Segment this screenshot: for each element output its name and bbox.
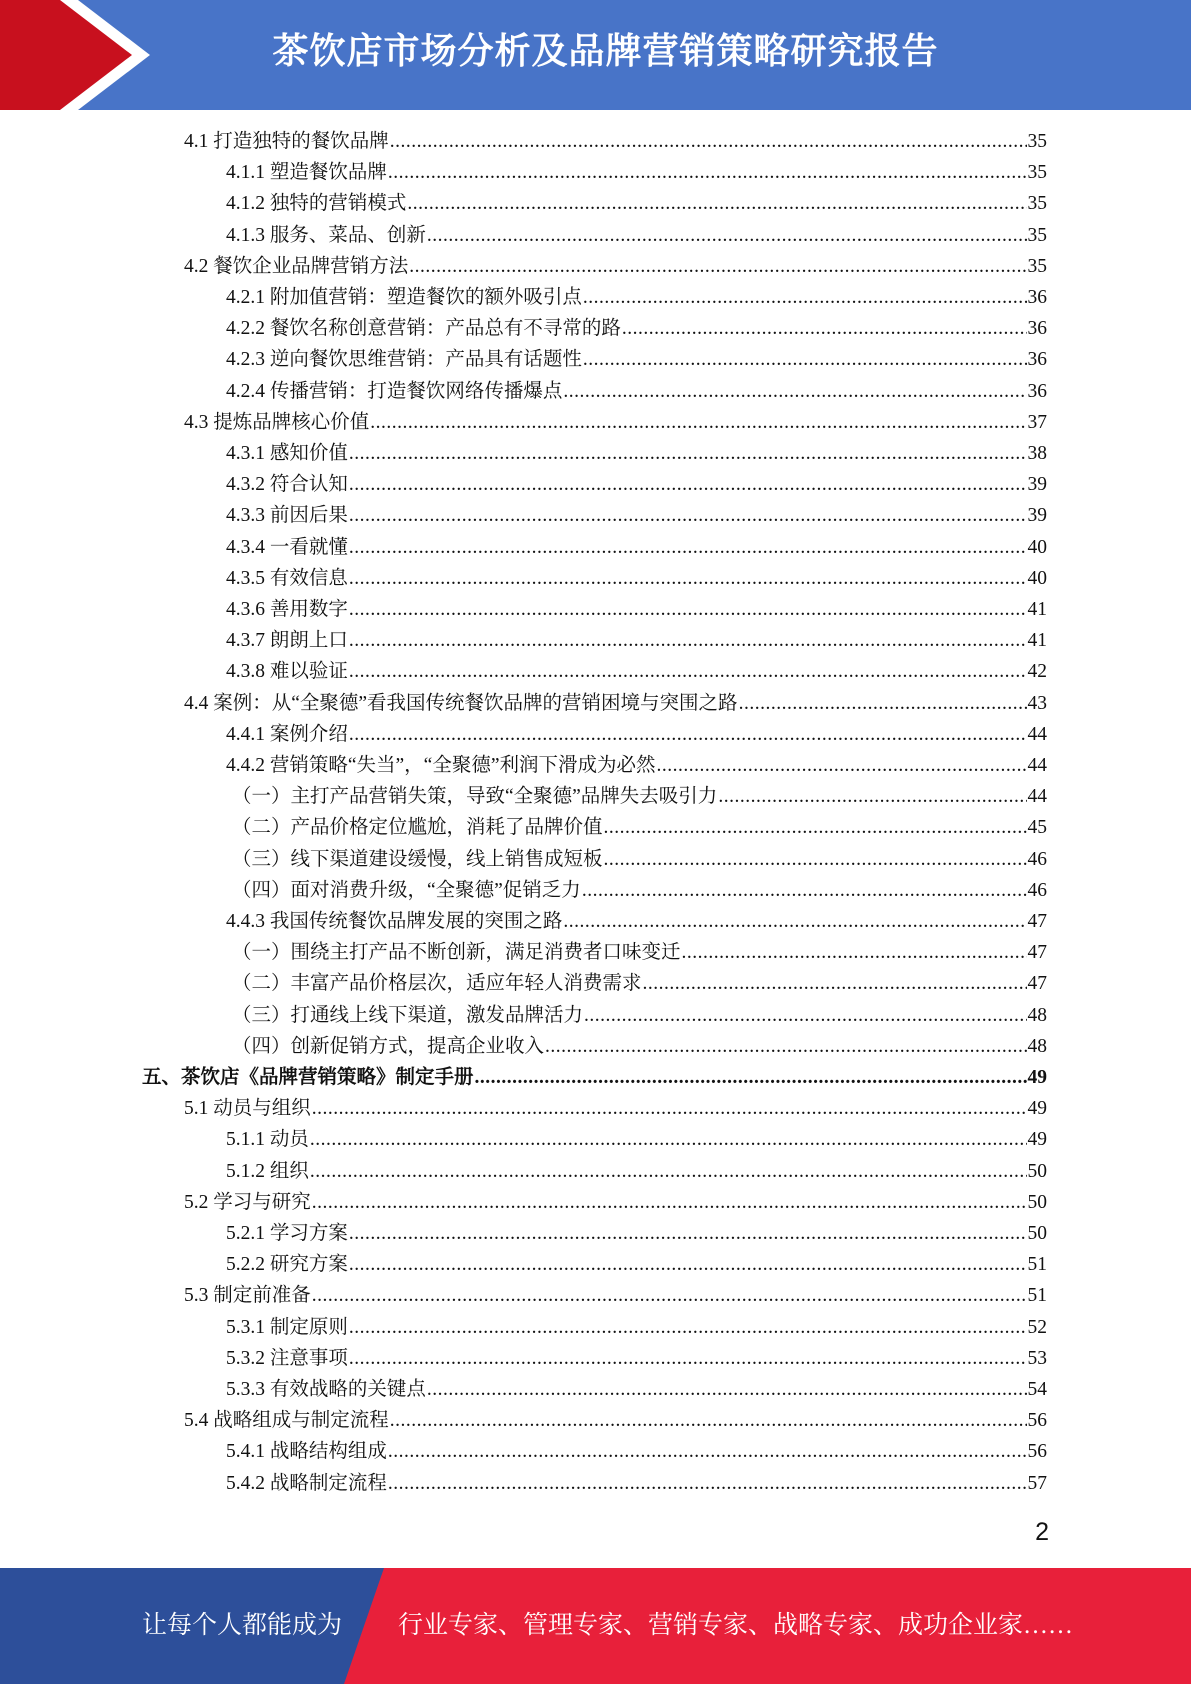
toc-dot-leader <box>388 1436 1027 1467</box>
toc-entry[interactable] <box>232 1000 1047 1031</box>
toc-entry-title: 4.3.1 感知价值 <box>226 443 348 464</box>
toc-entry-page: 36 <box>1027 349 1047 371</box>
toc-dot-leader <box>604 844 1027 875</box>
toc-dot-leader <box>475 1062 1027 1093</box>
toc-entry-page: 35 <box>1027 131 1047 152</box>
toc-entry[interactable] <box>232 968 1047 999</box>
document-title: 茶饮店市场分析及品牌营销策略研究报告 <box>272 31 939 72</box>
toc-dot-leader <box>582 875 1027 906</box>
page-footer <box>0 1568 1191 1684</box>
toc-entry[interactable] <box>226 1374 1047 1405</box>
toc-entry[interactable] <box>226 563 1047 594</box>
toc-entry-page: 57 <box>1027 1472 1047 1494</box>
toc-entry-page: 56 <box>1027 1410 1047 1432</box>
toc-dot-leader <box>409 251 1026 282</box>
toc-dot-leader <box>739 688 1027 719</box>
toc-entry[interactable] <box>226 719 1047 750</box>
toc-entry[interactable] <box>226 1436 1047 1467</box>
toc-dot-leader <box>349 656 1027 687</box>
toc-entry-title: 5.3.3 有效战略的关键点 <box>226 1379 426 1400</box>
toc-dot-leader <box>388 1468 1027 1499</box>
toc-entry-title: 五、茶饮店《品牌营销策略》制定手册 <box>142 1067 474 1088</box>
page-number: 2 <box>1035 1518 1049 1546</box>
toc-entry[interactable] <box>232 875 1047 906</box>
toc-entry-page: 46 <box>1027 879 1047 901</box>
toc-entry[interactable] <box>226 1156 1047 1187</box>
toc-entry-title: 4.3.8 难以验证 <box>226 661 348 683</box>
toc-dot-leader <box>349 1343 1027 1374</box>
toc-dot-leader <box>390 1405 1027 1436</box>
toc-dot-leader <box>563 376 1026 407</box>
toc-entry-title: （四）创新促销方式，提高企业收入 <box>232 1035 545 1057</box>
toc-entry-title: 4.4.3 我国传统餐饮品牌发展的突围之路 <box>226 911 563 932</box>
toc-entry[interactable] <box>226 313 1047 344</box>
toc-entry-title: 4.3.2 符合认知 <box>226 474 348 496</box>
toc-entry[interactable] <box>226 1124 1047 1155</box>
toc-entry-title: （一）围绕主打产品不断创新，满足消费者口味变迁 <box>232 942 681 964</box>
toc-entry-title: 4.3.5 有效信息 <box>226 567 348 589</box>
toc-entry-page: 53 <box>1027 1347 1047 1369</box>
toc-entry-title: 4.1.3 服务、菜品、创新 <box>226 224 426 246</box>
toc-dot-leader <box>349 500 1027 531</box>
toc-dot-leader <box>310 1156 1027 1187</box>
toc-entry[interactable] <box>226 625 1047 656</box>
toc-dot-leader <box>682 937 1027 968</box>
toc-entry-page: 38 <box>1027 443 1047 464</box>
toc-dot-leader <box>563 906 1026 937</box>
toc-entry[interactable] <box>226 594 1047 625</box>
toc-entry[interactable] <box>226 1343 1047 1374</box>
toc-entry-page: 35 <box>1027 255 1047 277</box>
toc-entry-page: 50 <box>1027 1223 1047 1244</box>
toc-entry[interactable] <box>226 906 1047 937</box>
toc-dot-leader <box>427 220 1027 251</box>
toc-entry-page: 48 <box>1027 1004 1047 1026</box>
toc-entry-title: 4.3.4 一看就懂 <box>226 536 348 558</box>
toc-entry-title: 5.3.2 注意事项 <box>226 1347 348 1369</box>
toc-entry-page: 54 <box>1027 1379 1047 1400</box>
toc-entry-page: 36 <box>1027 380 1047 402</box>
toc-entry[interactable] <box>226 344 1047 375</box>
toc-entry-page: 36 <box>1027 318 1047 340</box>
toc-entry-title: 4.3.6 善用数字 <box>226 599 348 620</box>
toc-entry-title: 4.4 案例：从“全聚德”看我国传统餐饮品牌的营销困境与突围之路 <box>184 692 738 714</box>
toc-dot-leader <box>427 1374 1027 1405</box>
toc-entry-title: 5.1.1 动员 <box>226 1129 309 1151</box>
toc-entry-title: 5.2.1 学习方案 <box>226 1223 348 1244</box>
toc-entry-title: 4.2 餐饮企业品牌营销方法 <box>184 255 409 277</box>
toc-dot-leader <box>349 563 1027 594</box>
toc-entry-title: 5.4.2 战略制定流程 <box>226 1472 387 1494</box>
page-header <box>0 0 1191 110</box>
toc-entry-page: 52 <box>1027 1316 1047 1338</box>
toc-entry-page: 48 <box>1027 1035 1047 1057</box>
toc-entry-title: 4.2.1 附加值营销：塑造餐饮的额外吸引点 <box>226 287 582 308</box>
toc-entry[interactable] <box>184 1405 1047 1436</box>
toc-entry-title: （二）产品价格定位尴尬，消耗了品牌价值 <box>232 817 603 839</box>
toc-entry-page: 51 <box>1027 1285 1047 1307</box>
toc-entry[interactable] <box>226 376 1047 407</box>
toc-dot-leader <box>407 188 1026 219</box>
toc-entry-title: （一）主打产品营销失策，导致“全聚德”品牌失去吸引力 <box>232 786 718 808</box>
toc-entry-page: 47 <box>1027 942 1047 964</box>
toc-entry-page: 44 <box>1027 786 1047 808</box>
toc-entry-title: （四）面对消费升级，“全聚德”促销乏力 <box>232 879 581 901</box>
toc-entry[interactable] <box>226 438 1047 469</box>
toc-dot-leader <box>349 719 1027 750</box>
toc-entry[interactable] <box>226 220 1047 251</box>
toc-entry-page: 44 <box>1027 755 1047 776</box>
toc-entry-page: 49 <box>1027 1067 1047 1088</box>
toc-entry[interactable] <box>226 656 1047 687</box>
toc-entry-page: 46 <box>1027 848 1047 870</box>
toc-dot-leader <box>388 157 1027 188</box>
toc-entry-title: 4.1.2 独特的营销模式 <box>226 193 407 215</box>
toc-entry-title: （三）线下渠道建设缓慢，线上销售成短板 <box>232 848 603 870</box>
toc-dot-leader <box>349 594 1027 625</box>
toc-entry-title: 4.2.4 传播营销：打造餐饮网络传播爆点 <box>226 380 563 402</box>
toc-entry-page: 56 <box>1027 1441 1047 1463</box>
toc-entry-page: 41 <box>1027 630 1047 652</box>
toc-dot-leader <box>622 313 1027 344</box>
toc-entry[interactable] <box>232 781 1047 812</box>
toc-entry-title: 4.4.2 营销策略“失当”，“全聚德”利润下滑成为必然 <box>226 755 656 776</box>
toc-entry[interactable] <box>226 750 1047 781</box>
toc-entry-title: 4.1 打造独特的餐饮品牌 <box>184 131 389 152</box>
toc-dot-leader <box>312 1187 1027 1218</box>
toc-entry-page: 43 <box>1027 692 1047 714</box>
toc-entry-title: 5.2 学习与研究 <box>184 1191 311 1213</box>
toc-entry[interactable] <box>226 1468 1047 1499</box>
toc-entry-title: （二）丰富产品价格层次，适应年轻人消费需求 <box>232 973 642 995</box>
toc-dot-leader <box>583 282 1027 313</box>
toc-dot-leader <box>545 1031 1026 1062</box>
toc-entry-page: 39 <box>1027 474 1047 496</box>
toc-dot-leader <box>584 1000 1026 1031</box>
toc-entry-title: 5.4.1 战略结构组成 <box>226 1441 387 1463</box>
toc-entry-page: 41 <box>1027 599 1047 620</box>
toc-entry[interactable] <box>226 188 1047 219</box>
toc-entry-page: 44 <box>1027 723 1047 745</box>
toc-entry[interactable] <box>226 1249 1047 1280</box>
toc-dot-leader <box>657 750 1027 781</box>
toc-entry[interactable] <box>226 1312 1047 1343</box>
toc-dot-leader <box>718 781 1026 812</box>
toc-entry-title: 5.4 战略组成与制定流程 <box>184 1410 389 1432</box>
toc-entry-title: 4.3.7 朗朗上口 <box>226 630 348 652</box>
toc-entry-page: 35 <box>1027 193 1047 215</box>
toc-dot-leader <box>370 407 1026 438</box>
toc-entry-page: 45 <box>1027 817 1047 839</box>
footer-slogan-left: 让每个人都能成为 <box>142 1612 343 1639</box>
toc-entry-page: 49 <box>1027 1129 1047 1151</box>
toc-entry-title: 5.1 动员与组织 <box>184 1098 311 1120</box>
toc-dot-leader <box>349 1249 1027 1280</box>
toc-entry-page: 36 <box>1027 287 1047 308</box>
toc-entry[interactable] <box>226 469 1047 500</box>
toc-entry[interactable] <box>226 1218 1047 1249</box>
toc-dot-leader <box>643 968 1027 999</box>
toc-entry[interactable] <box>184 251 1047 282</box>
toc-entry-title: 5.3.1 制定原则 <box>226 1316 348 1338</box>
toc-dot-leader <box>310 1124 1027 1155</box>
toc-entry-page: 40 <box>1027 536 1047 558</box>
toc-entry-page: 51 <box>1027 1254 1047 1276</box>
toc-entry-page: 47 <box>1027 973 1047 995</box>
toc-entry-page: 49 <box>1027 1098 1047 1120</box>
toc-entry-title: 5.3 制定前准备 <box>184 1285 311 1307</box>
toc-entry-title: 4.1.1 塑造餐饮品牌 <box>226 162 387 184</box>
toc-entry-title: 4.3.3 前因后果 <box>226 505 348 527</box>
toc-entry[interactable] <box>184 1187 1047 1218</box>
toc-dot-leader <box>312 1280 1027 1311</box>
toc-entry-page: 50 <box>1027 1160 1047 1182</box>
toc-entry[interactable] <box>226 500 1047 531</box>
toc-entry[interactable] <box>226 157 1047 188</box>
toc-entry-page: 47 <box>1027 911 1047 932</box>
toc-dot-leader <box>349 1218 1027 1249</box>
toc-entry-title: （三）打通线上线下渠道，激发品牌活力 <box>232 1004 584 1026</box>
toc-entry[interactable] <box>184 688 1047 719</box>
toc-entry-page: 35 <box>1027 162 1047 184</box>
toc-chapter-entry[interactable] <box>142 1062 1047 1093</box>
toc-entry-page: 37 <box>1027 411 1047 433</box>
toc-entry-title: 4.2.2 餐饮名称创意营销：产品总有不寻常的路 <box>226 318 621 340</box>
toc-dot-leader <box>312 1093 1027 1124</box>
toc-entry[interactable] <box>184 126 1047 157</box>
toc-entry-page: 35 <box>1027 224 1047 246</box>
toc-entry-page: 42 <box>1027 661 1047 683</box>
toc-entry-title: 5.2.2 研究方案 <box>226 1254 348 1276</box>
toc-dot-leader <box>583 344 1027 375</box>
toc-entry-page: 50 <box>1027 1191 1047 1213</box>
toc-entry[interactable] <box>232 937 1047 968</box>
toc-entry-title: 4.4.1 案例介绍 <box>226 723 348 745</box>
toc-entry[interactable] <box>184 407 1047 438</box>
toc-entry[interactable] <box>184 1280 1047 1311</box>
toc-entry[interactable] <box>232 844 1047 875</box>
toc-entry-title: 4.2.3 逆向餐饮思维营销：产品具有话题性 <box>226 349 582 371</box>
toc-dot-leader <box>349 438 1027 469</box>
toc-dot-leader <box>349 1312 1027 1343</box>
toc-entry[interactable] <box>232 812 1047 843</box>
toc-entry-title: 5.1.2 组织 <box>226 1160 309 1182</box>
footer-slogan-right: 行业专家、管理专家、营销专家、战略专家、成功企业家…… <box>398 1612 1074 1639</box>
toc-dot-leader <box>349 625 1027 656</box>
toc-dot-leader <box>349 532 1027 563</box>
toc-entry-page: 39 <box>1027 505 1047 527</box>
toc-dot-leader <box>390 126 1027 157</box>
toc-dot-leader <box>604 812 1027 843</box>
toc-entry[interactable] <box>184 1093 1047 1124</box>
toc-dot-leader <box>349 469 1027 500</box>
toc-entry-page: 40 <box>1027 567 1047 589</box>
toc-entry[interactable] <box>226 282 1047 313</box>
toc-entry[interactable] <box>232 1031 1047 1062</box>
toc-entry-title: 4.3 提炼品牌核心价值 <box>184 411 370 433</box>
toc-entry[interactable] <box>226 532 1047 563</box>
